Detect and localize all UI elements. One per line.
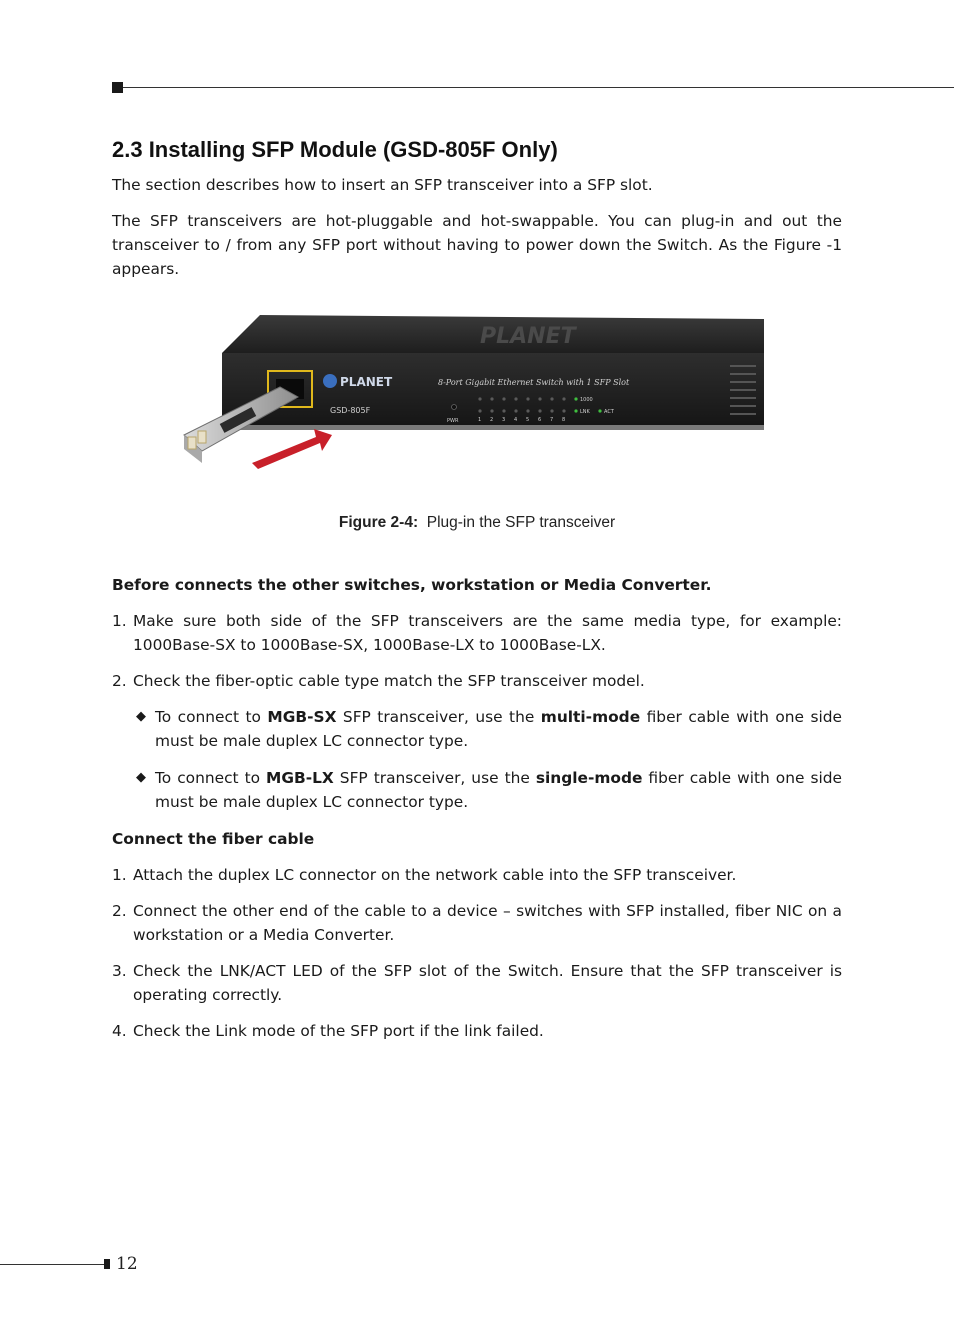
figure-caption <box>112 514 842 532</box>
page-footer <box>0 1255 200 1275</box>
bullet-model: MGB-LX <box>266 769 334 787</box>
page-content <box>112 136 842 1055</box>
switch-illustration <box>180 311 780 471</box>
bullet-text-pre: To connect to <box>155 769 267 787</box>
list-item <box>112 609 842 657</box>
list-item <box>112 899 842 947</box>
figure-sfp-plugin <box>112 311 842 573</box>
port-number: 2 <box>490 417 494 423</box>
diamond-bullet-icon: ◆ <box>136 709 146 724</box>
list-text: Attach the duplex LC connector on the network cable into the SFP transceiver. <box>133 866 737 884</box>
top-logo: PLANET <box>480 324 576 349</box>
list-number: 3. <box>112 962 127 980</box>
led-lnk-label: LNK <box>580 409 590 415</box>
list-number: 4. <box>112 1022 127 1040</box>
caption-label: Figure 2-4: <box>338 514 419 531</box>
list-text: Check the Link mode of the SFP port if the link failed. <box>133 1022 544 1040</box>
led-1000-label: 1000 <box>580 397 593 403</box>
intro-paragraph: The section describes how to insert an SFP transceiver into a SFP slot. <box>112 176 653 194</box>
bullet-item <box>112 766 842 814</box>
list-item <box>112 1019 842 1043</box>
bullet-mode: multi-mode <box>540 708 641 726</box>
header-line <box>123 87 954 88</box>
panel-brand: PLANET <box>340 375 393 389</box>
port-number: 7 <box>550 417 554 423</box>
led-lnk-indicator <box>574 409 577 412</box>
list-item <box>112 863 842 887</box>
footer-line <box>0 1264 104 1265</box>
port-number: 5 <box>526 417 530 423</box>
list-text: Check the LNK/ACT LED of the SFP slot of the Switch. Ensure that the SFP transceiver is operating correctly. <box>133 962 842 1004</box>
bullet-model: MGB-SX <box>267 708 337 726</box>
port-number: 1 <box>478 417 482 423</box>
before-heading: Before connects the other switches, workstation or Media Converter. <box>112 576 712 594</box>
panel-model: GSD-805F <box>330 406 371 415</box>
footer-marker <box>104 1259 110 1269</box>
pwr-led <box>452 405 457 410</box>
hotswap-paragraph: The SFP transceivers are hot-pluggable and hot-swappable. You can plug-in and out the transceiver to / from any SFP port without having to power down the Switch. As the Figure -1 appears. <box>112 212 842 278</box>
switch-base <box>222 425 764 430</box>
list-text: Check the fiber-optic cable type match the SFP transceiver model. <box>133 672 645 690</box>
panel-description: 8-Port Gigabit Ethernet Switch with 1 SFP Slot <box>438 378 630 387</box>
list-text: Connect the other end of the cable to a device – switches with SFP installed, fiber NIC on a workstation or a Media Converter. <box>133 902 842 944</box>
connect-heading: Connect the fiber cable <box>112 830 315 848</box>
header-rule <box>112 82 954 94</box>
list-number: 1. <box>112 612 127 630</box>
diamond-bullet-icon: ◆ <box>136 770 146 785</box>
led-1000-indicator <box>574 397 577 400</box>
led-act-indicator <box>598 409 601 412</box>
port-number: 3 <box>502 417 506 423</box>
port-number: 6 <box>538 417 542 423</box>
caption-text: Plug-in the SFP transceiver <box>426 514 616 531</box>
page-number: 12 <box>116 1254 138 1274</box>
list-number: 2. <box>112 902 127 920</box>
section-title: 2.3 Installing SFP Module (GSD-805F Only) <box>112 137 558 162</box>
bullet-text-post: fiber cable with one side must be male duplex LC connector type. <box>155 708 842 750</box>
list-item <box>112 669 842 693</box>
insert-arrow-icon <box>252 429 332 469</box>
bullet-text-mid: SFP transceiver, use the <box>336 708 541 726</box>
bullet-item <box>112 705 842 753</box>
planet-logo-icon <box>323 374 337 388</box>
list-number: 2. <box>112 672 127 690</box>
bullet-text-mid: SFP transceiver, use the <box>333 769 536 787</box>
port-number: 8 <box>562 417 566 423</box>
led-act-label: ACT <box>604 409 614 415</box>
list-item <box>112 959 842 1007</box>
pwr-label: PWR <box>447 418 459 424</box>
header-square <box>112 82 123 93</box>
bullet-text-post: fiber cable with one side must be male duplex LC connector type. <box>155 769 842 811</box>
bullet-text-pre: To connect to <box>155 708 268 726</box>
port-number: 4 <box>514 417 518 423</box>
list-text: Make sure both side of the SFP transceivers are the same media type, for example: 1000Base-SX to 1000Base-SX, 1000Base-LX to 1000Base-LX. <box>133 612 842 654</box>
bullet-mode: single-mode <box>535 769 643 787</box>
list-number: 1. <box>112 866 127 884</box>
